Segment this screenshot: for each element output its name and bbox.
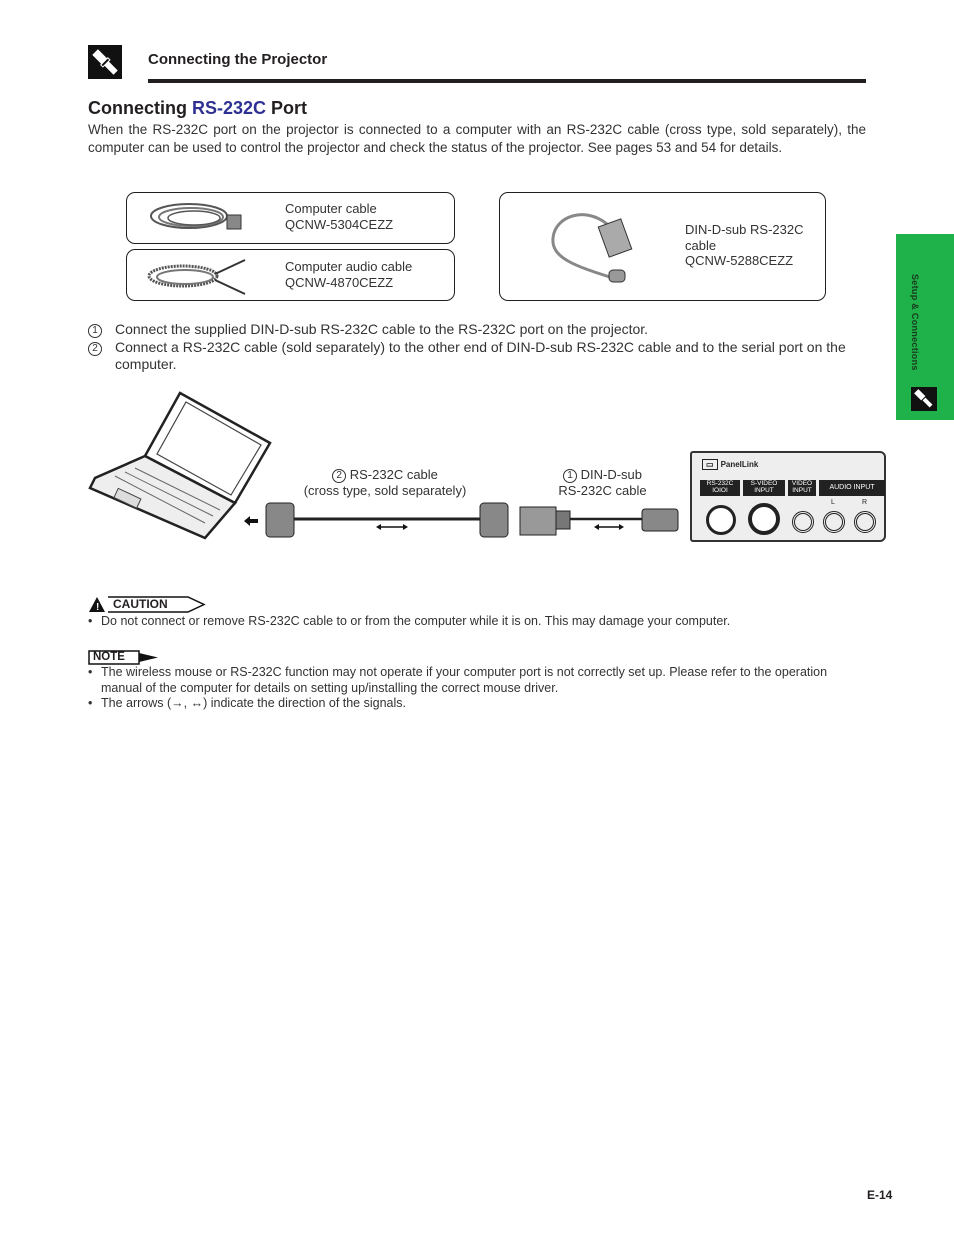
accessory-code: QCNW-5304CEZZ [285,216,394,232]
intro-paragraph: When the RS-232C port on the projector is connected to a computer with an RS-232C cable (cross type, sold separately), the computer can be used to control the projector and check the status of the projector. See pages 53 and 54 for details. [88,122,866,155]
port-label-rs232c: RS-232C IOIOI [700,480,740,496]
step-number: 2 [88,342,102,356]
accessory-code: QCNW-5288CEZZ [685,253,794,268]
computer-cable-icon [149,199,244,237]
audio-l-label: L [831,499,835,506]
rs232c-port [706,505,736,535]
accessory-din-dsub-cable [499,192,826,301]
accessory-name: Computer cable [285,201,377,216]
svg-text:!: ! [96,602,100,613]
caution-label: CAUTION [113,597,168,611]
chapter-title: Connecting the Projector [148,51,328,68]
audio-r-port [854,511,876,533]
audio-cable-icon [145,256,250,296]
din-dsub-cable-icon [545,208,645,288]
plug-icon [911,387,937,411]
svideo-port [748,503,780,535]
step-number: 1 [88,324,102,338]
step-text: Connect the supplied DIN-D-sub RS-232C cable to the RS-232C port on the projector. [115,321,649,337]
step-text: Connect a RS-232C cable (sold separately) to the other end of DIN-D-sub RS-232C cable and to the serial port on the computer. [115,338,846,372]
accessory-computer-cable [126,192,455,244]
title-accent: RS-232C [192,98,267,118]
section-title: Connecting RS-232C Port [88,98,308,118]
rs232c-cable-label: 2 RS-232C cable (cross type, sold separately) [303,467,467,498]
header-rule [148,79,866,83]
arrow-left-icon [244,513,258,523]
projector-panel [690,451,886,542]
accessory-audio-cable [126,249,455,301]
accessory-name: cable [685,237,717,253]
side-tab-label: Setup & Connections [910,274,920,371]
caution-item: • Do not connect or remove RS-232C cable to or from the computer while it is on. This may damage your computer. [88,614,731,628]
port-label-video: VIDEO INPUT [788,480,816,496]
video-port [792,511,814,533]
note-item: • The arrows (→, ↔) indicate the direction of the signals. [88,696,406,710]
cable-diagram [262,497,692,542]
port-label-audio: AUDIO INPUT [819,480,885,496]
step-item [88,339,868,374]
page-number: E-14 [867,1188,893,1202]
din-dsub-cable-label: 1 DIN-D-sub RS-232C cable [558,467,647,498]
audio-r-label: R [862,499,868,506]
accessory-code: QCNW-4870CEZZ [285,274,394,290]
note-label: NOTE [93,651,125,663]
side-tab [896,234,954,420]
step-item [88,321,868,339]
accessory-name: DIN-D-sub RS-232C [685,222,804,237]
audio-l-port [823,511,845,533]
step-list [88,321,868,374]
accessory-name: Computer audio cable [285,259,413,274]
port-label-svideo: S-VIDEO INPUT [743,480,785,496]
panellink-logo: ▭ PanelLink [702,460,758,469]
note-item: • The wireless mouse or RS-232C function may not operate if your computer port is not correctly set up. Please refer to the operation manual of the computer for details on setting up/installing the correct mouse driver. [88,665,828,695]
plug-icon [88,45,122,79]
note-list [88,665,868,712]
